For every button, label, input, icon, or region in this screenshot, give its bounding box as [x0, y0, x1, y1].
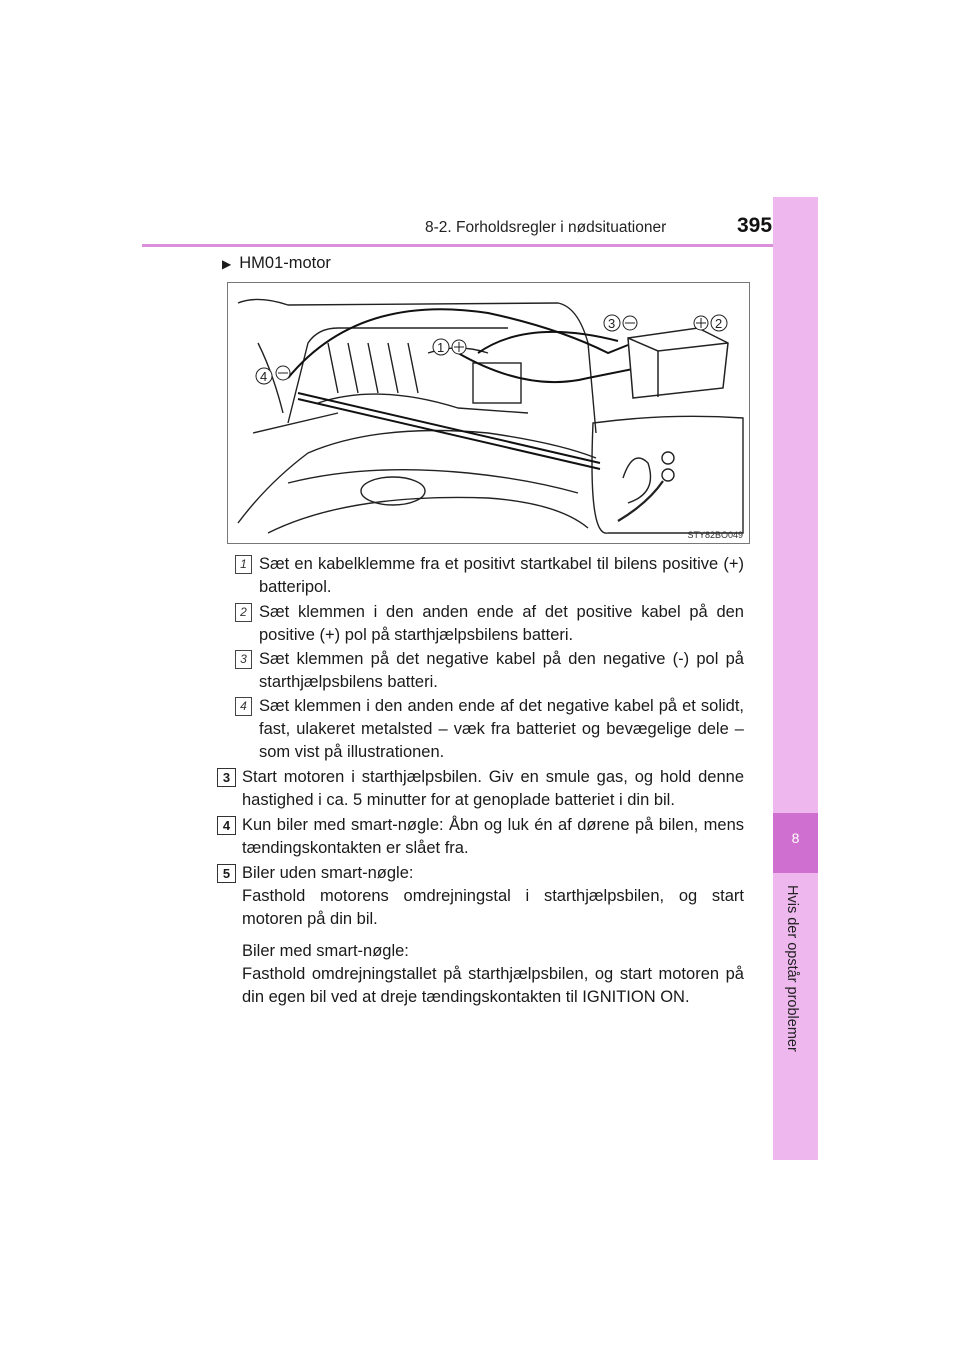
step-number-4: 4 — [217, 816, 236, 835]
header-rule — [142, 244, 818, 247]
sub-step-1-text: Sæt en kabelklemme fra et positivt startkabel til bilens positive (+) batteripol. — [259, 555, 744, 596]
step-number-5: 5 — [217, 864, 236, 883]
engine-bay-drawing — [228, 283, 750, 544]
variant-heading-text: HM01-motor — [239, 254, 331, 272]
step-5-paragraph-2 — [242, 940, 744, 1009]
step-5-label-without-key: Biler uden smart-nøgle: — [242, 864, 414, 882]
sub-step-badge-4: 4 — [235, 697, 252, 716]
sub-step-badge-1: 1 — [235, 555, 252, 574]
step-number-3: 3 — [217, 768, 236, 787]
step-3-paragraph: Start motoren i starthjælpsbilen. Giv en smule gas, og hold denne hastighed i ca. 5 minutter for at genoplade batteriet i din bil. — [242, 768, 744, 809]
step-4-text — [242, 814, 744, 869]
step-5-text — [242, 862, 744, 1018]
callout-1: 1 — [437, 340, 445, 355]
step-5-label-with-key: Biler med smart-nøgle: — [242, 942, 409, 960]
step-4-paragraph: Kun biler med smart-nøgle: Åbn og luk én af dørene på bilen, mens tændingskontakten er slået fra. — [242, 816, 744, 857]
section-title: 8-2. Forholdsregler i nødsituationer — [425, 219, 667, 236]
variant-heading — [222, 254, 331, 273]
jump-start-illustration — [227, 282, 750, 544]
step-5-text-without-key: Fasthold motorens omdrejningstal i starthjælpsbilen, og start motoren på din bil. — [242, 887, 744, 928]
step-5-text-with-key: Fasthold omdrejningstallet på starthjælpsbilen, og start motoren på din egen bil ved at dreje tændingskontakten til IGNITION ON. — [242, 965, 744, 1006]
step-5-paragraph-1 — [242, 862, 744, 931]
callout-4: 4 — [260, 369, 268, 384]
chapter-label: Hvis der opstår problemer — [784, 885, 800, 1052]
triangle-bullet-icon: ▶ — [222, 256, 232, 271]
page-number: 395 — [737, 214, 773, 237]
chapter-number: 8 — [791, 830, 800, 846]
callout-2: 2 — [715, 316, 723, 331]
sub-step-2-text: Sæt klemmen i den anden ende af det positive kabel på den positive (+) pol på starthjælpsbilens batteri. — [259, 603, 744, 644]
sub-step-badge-2: 2 — [235, 603, 252, 622]
sub-step-3-text: Sæt klemmen på det negative kabel på den negative (-) pol på starthjælpsbilens batteri. — [259, 650, 744, 691]
callout-3: 3 — [608, 316, 616, 331]
step-3-text — [242, 766, 744, 821]
figure-code: STY82BO049 — [687, 530, 743, 540]
sub-step-4-text: Sæt klemmen i den anden ende af det negative kabel på et solidt, fast, ulakeret metalsted – væk fra batteriet og bevægelige dele – som vist på illustrationen. — [259, 697, 744, 761]
sub-step-badge-3: 3 — [235, 650, 252, 669]
